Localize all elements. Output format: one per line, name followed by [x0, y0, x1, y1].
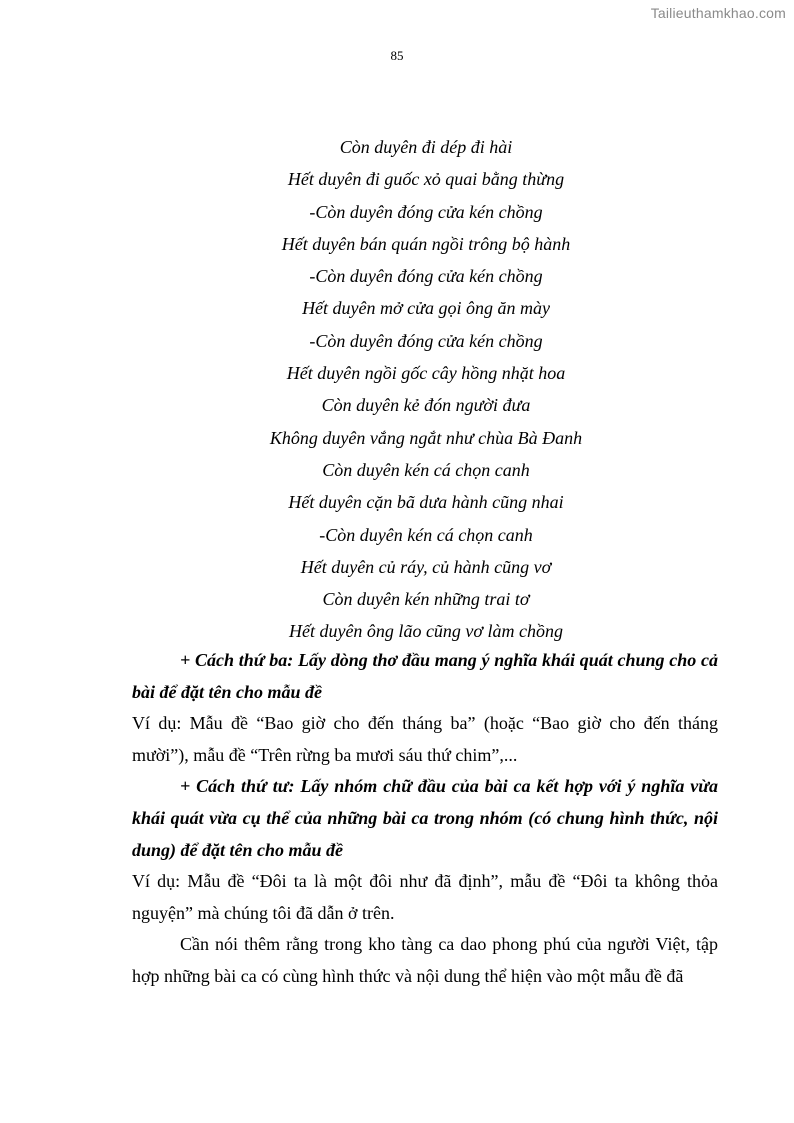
- watermark: Tailieuthamkhao.com: [650, 5, 786, 21]
- poem-line: Không duyên vắng ngắt như chùa Bà Đanh: [269, 427, 583, 448]
- poem-line: -Còn duyên đóng cửa kén chồng: [309, 201, 543, 222]
- poem-line: Hết duyên ngồi gốc cây hồng nhặt hoa: [286, 363, 566, 384]
- poem-line: Hết duyên ông lão cũng vơ làm chồng: [288, 621, 564, 642]
- prose-body: [132, 645, 718, 993]
- poem-line: -Còn duyên kén cá chọn canh: [319, 524, 533, 545]
- poem-line: Còn duyên đi dép đi hài: [339, 137, 513, 157]
- poem-line: Còn duyên kẻ đón người đưa: [321, 395, 531, 416]
- method-three-example: Ví dụ: Mẫu đề “Bao giờ cho đến tháng ba” (hoặc “Bao giờ cho đến tháng mười”), mẫu đề “Trên rừng ba mươi sáu thứ chim”,...: [132, 713, 718, 765]
- poem-line: Hết duyên củ ráy, củ hành cũng vơ: [300, 556, 552, 577]
- method-four-example: Ví dụ: Mẫu đề “Đôi ta là một đôi như đã định”, mẫu đề “Đôi ta không thỏa nguyện” mà chúng tôi đã dẫn ở trên.: [132, 871, 718, 923]
- poem-line: Còn duyên kén cá chọn canh: [322, 459, 530, 480]
- poem: [0, 132, 794, 649]
- poem-line: Hết duyên mở cửa gọi ông ăn mày: [302, 298, 550, 319]
- poem-line: Hết duyên cặn bã dưa hành cũng nhai: [288, 492, 564, 513]
- method-three-heading: + Cách thứ ba: Lấy dòng thơ đầu mang ý nghĩa khái quát chung cho cả bài để đặt tên cho mẫu đề: [132, 650, 718, 702]
- method-four-heading: + Cách thứ tư: Lấy nhóm chữ đầu của bài ca kết hợp với ý nghĩa vừa khái quát vừa cụ thể của những bài ca trong nhóm (có chung hình thức, nội dung) để đặt tên cho mẫu đề: [132, 776, 718, 860]
- closing-paragraph: Cần nói thêm rằng trong kho tàng ca dao phong phú của người Việt, tập hợp những bài ca có cùng hình thức và nội dung thể hiện vào một mẫu đề đã: [132, 934, 718, 986]
- page-number: 85: [390, 48, 404, 63]
- poem-line: Hết duyên bán quán ngồi trông bộ hành: [281, 233, 571, 254]
- poem-line: Còn duyên kén những trai tơ: [322, 589, 530, 610]
- poem-line: Hết duyên đi guốc xỏ quai bằng thừng: [287, 169, 565, 190]
- poem-line: -Còn duyên đóng cửa kén chồng: [309, 330, 543, 351]
- poem-line: -Còn duyên đóng cửa kén chồng: [309, 266, 543, 287]
